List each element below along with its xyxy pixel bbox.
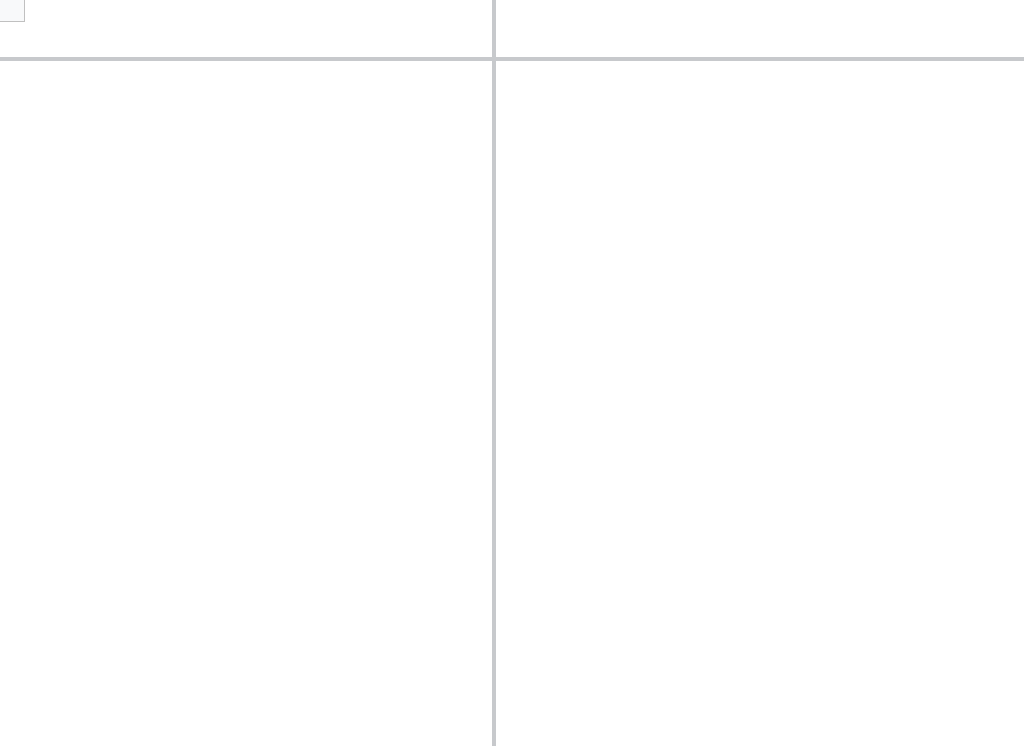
select-all-corner[interactable] [0, 0, 25, 22]
frozen-row-divider[interactable] [0, 57, 1024, 61]
frozen-column-divider[interactable] [492, 0, 496, 746]
